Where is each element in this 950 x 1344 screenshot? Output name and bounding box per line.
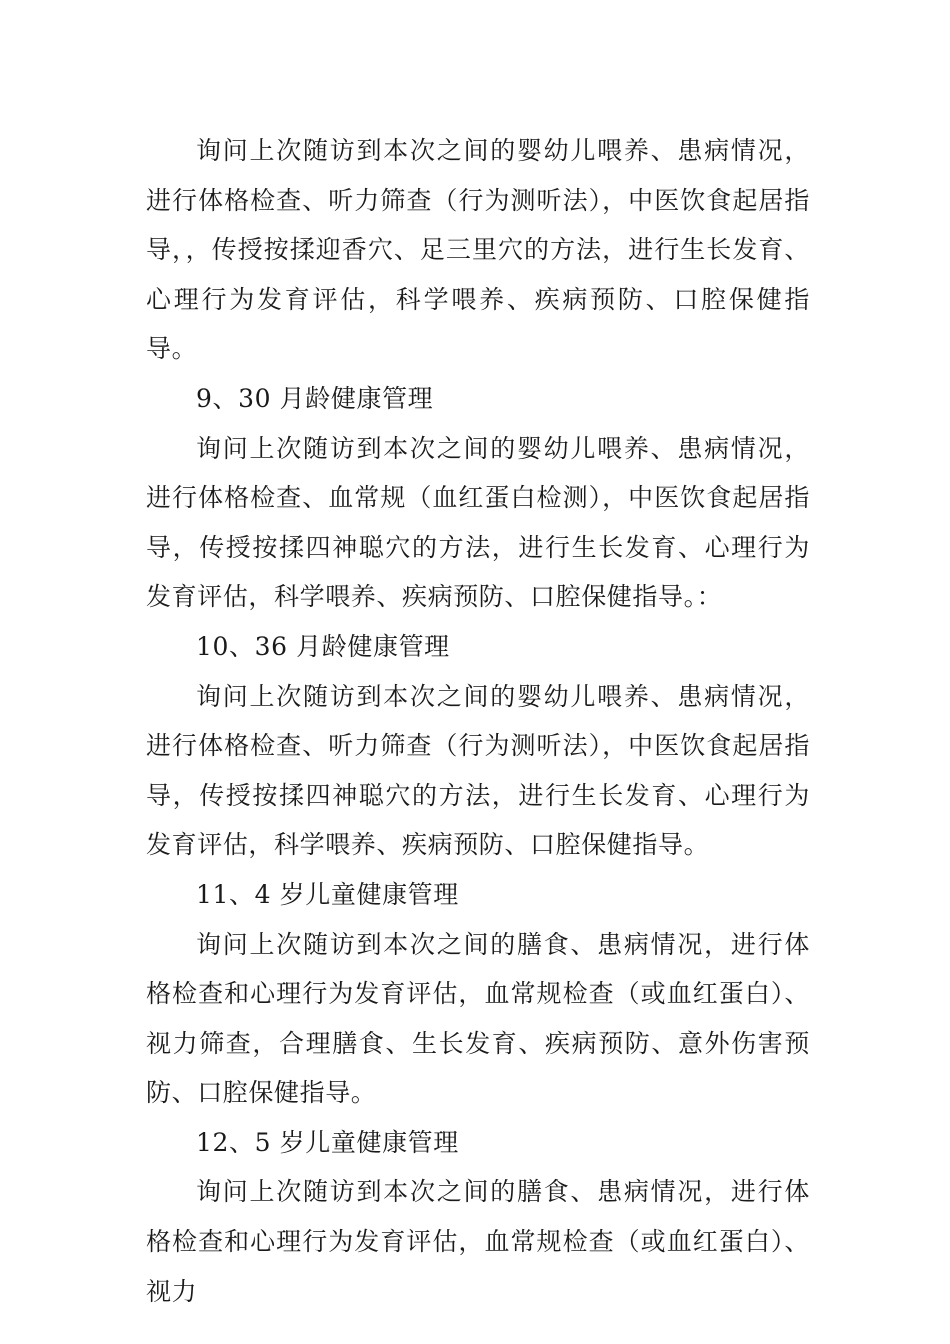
heading-5-year: 12、5 岁儿童健康管理 [196, 1127, 459, 1157]
paragraph-30-month-services: 询问上次随访到本次之间的婴幼儿喂养、患病情况，进行体格检查、血常规（血红蛋白检测），中医饮食起居指导，传授按揉四神聪穴的方法，进行生长发育、心理行为发育评估，科学喂养、疾病预防、口腔保健指导。： [146, 433, 810, 612]
document-body [146, 126, 810, 1316]
heading-36-month: 10、36 月龄健康管理 [196, 631, 450, 661]
paragraph-5-year-services: 询问上次随访到本次之间的膳食、患病情况，进行体格检查和心理行为发育评估，血常规检查（或血红蛋白）、视力 [146, 1177, 810, 1306]
heading-30-month: 9、30 月龄健康管理 [196, 383, 434, 413]
paragraph-4-year-services: 询问上次随访到本次之间的膳食、患病情况，进行体格检查和心理行为发育评估，血常规检查（或血红蛋白）、视力筛查，合理膳食、生长发育、疾病预防、意外伤害预防、口腔保健指导。 [146, 929, 810, 1108]
paragraph-36-month-services: 询问上次随访到本次之间的婴幼儿喂养、患病情况，进行体格检查、听力筛查（行为测听法），中医饮食起居指导，传授按揉四神聪穴的方法，进行生长发育、心理行为发育评估，科学喂养、疾病预防、口腔保健指导。 [146, 681, 810, 860]
heading-4-year: 11、4 岁儿童健康管理 [196, 879, 459, 909]
paragraph-24-month-services: 询问上次随访到本次之间的婴幼儿喂养、患病情况，进行体格检查、听力筛查（行为测听法），中医饮食起居指导，，传授按揉迎香穴、足三里穴的方法，进行生长发育、心理行为发育评估，科学喂养、疾病预防、口腔保健指导。 [146, 136, 810, 364]
